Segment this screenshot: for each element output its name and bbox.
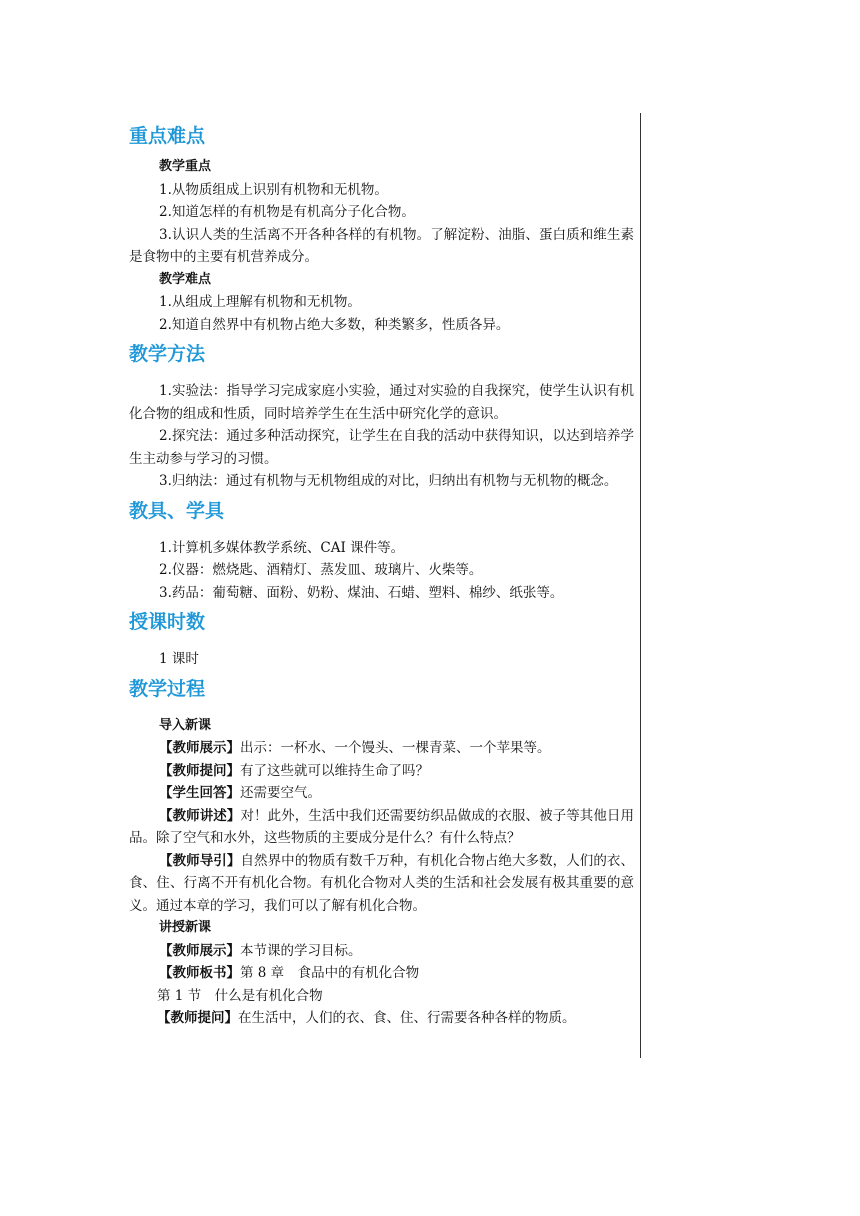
method-item: 1.实验法：指导学习完成家庭小实验，通过对实验的自我探究，使学生认识有机化合物的组成和性质，同时培养学生在生活中研究化学的意识。 xyxy=(129,383,634,422)
dialogue-line xyxy=(129,962,634,985)
dialogue-tag: 【教师展示】 xyxy=(159,740,240,756)
dialogue-tag: 【教师提问】 xyxy=(157,1010,238,1026)
dialogue-line xyxy=(129,1007,634,1030)
dialogue-text: 对！此外，生活中我们还需要纺织品做成的衣服、被子等其他日用品。除了空气和水外，这些物质的主要成分是什么？有什么特点？ xyxy=(129,807,635,846)
difficulty-item: 1.从组成上理解有机物和无机物。 xyxy=(159,294,361,310)
hours-text: 1 课时 xyxy=(159,651,199,667)
lesson-plan-content xyxy=(129,118,634,1030)
dialogue-text: 自然界中的物质有数千万种，有机化合物占绝大多数，人们的衣、食、住、行离不开有机化合物。有机化合物对人类的生活和社会发展有极其重要的意义。通过本章的学习，我们可以了解有机化合物。 xyxy=(129,852,635,914)
tool-item: 1.计算机多媒体教学系统、CAI 课件等。 xyxy=(159,539,405,556)
dialogue-text: 还需要空气。 xyxy=(240,785,321,801)
dialogue-line xyxy=(129,805,634,850)
dialogue-text: 第 8 章 食品中的有机化合物 xyxy=(240,965,420,981)
dialogue-text: 出示：一杯水、一个馒头、一棵青菜、一个苹果等。 xyxy=(240,740,551,756)
dialogue-text: 有了这些就可以维持生命了吗？ xyxy=(240,762,429,779)
tool-item: 2.仪器：燃烧匙、酒精灯、蒸发皿、玻璃片、火柴等。 xyxy=(159,562,483,578)
dialogue-text: 在生活中，人们的衣、食、住、行需要各种各样的物质。 xyxy=(238,1010,576,1026)
section-heading-tools: 教具、学具 xyxy=(129,499,225,522)
dialogue-line xyxy=(129,940,634,963)
subheading-new-lesson: 讲授新课 xyxy=(159,920,212,935)
tool-item: 3.药品：葡萄糖、面粉、奶粉、煤油、石蜡、塑料、棉纱、纸张等。 xyxy=(159,584,564,601)
dialogue-line xyxy=(129,782,634,805)
section-line: 第 1 节 什么是有机化合物 xyxy=(157,987,323,1004)
dialogue-text: 本节课的学习目标。 xyxy=(240,942,362,959)
dialogue-line xyxy=(129,850,634,918)
section-heading-key-points: 重点难点 xyxy=(129,125,206,147)
dialogue-tag: 【学生回答】 xyxy=(159,785,240,801)
focus-item: 2.知道怎样的有机物是有机高分子化合物。 xyxy=(159,204,415,220)
dialogue-tag: 【教师提问】 xyxy=(159,762,240,779)
section-heading-hours: 授课时数 xyxy=(129,611,206,633)
method-item: 2.探究法：通过多种活动探究，让学生在自我的活动中获得知识，以达到培养学生主动参与学习的习惯。 xyxy=(129,428,634,467)
dialogue-tag: 【教师讲述】 xyxy=(159,807,241,824)
dialogue-tag: 【教师导引】 xyxy=(159,852,241,869)
focus-item: 1.从物质组成上识别有机物和无机物。 xyxy=(159,181,388,198)
section-heading-methods: 教学方法 xyxy=(129,343,206,365)
method-item: 3.归纳法：通过有机物与无机物组成的对比，归纳出有机物与无机物的概念。 xyxy=(159,473,618,489)
difficulty-item: 2.知道自然界中有机物占绝大多数，种类繁多，性质各异。 xyxy=(159,316,510,333)
subheading-intro: 导入新课 xyxy=(159,717,212,733)
focus-item: 3.认识人类的生活离不开各种各样的有机物。了解淀粉、油脂、蛋白质和维生素是食物中的主要有机营养成分。 xyxy=(129,226,634,265)
page-margin-rule xyxy=(640,113,641,1058)
subheading-teaching-difficulty: 教学难点 xyxy=(159,271,212,287)
dialogue-tag: 【教师板书】 xyxy=(159,965,240,981)
section-heading-process: 教学过程 xyxy=(129,677,206,700)
dialogue-tag: 【教师展示】 xyxy=(159,942,240,959)
subheading-teaching-focus: 教学重点 xyxy=(159,159,212,174)
dialogue-line xyxy=(129,760,634,783)
dialogue-line xyxy=(129,737,634,760)
